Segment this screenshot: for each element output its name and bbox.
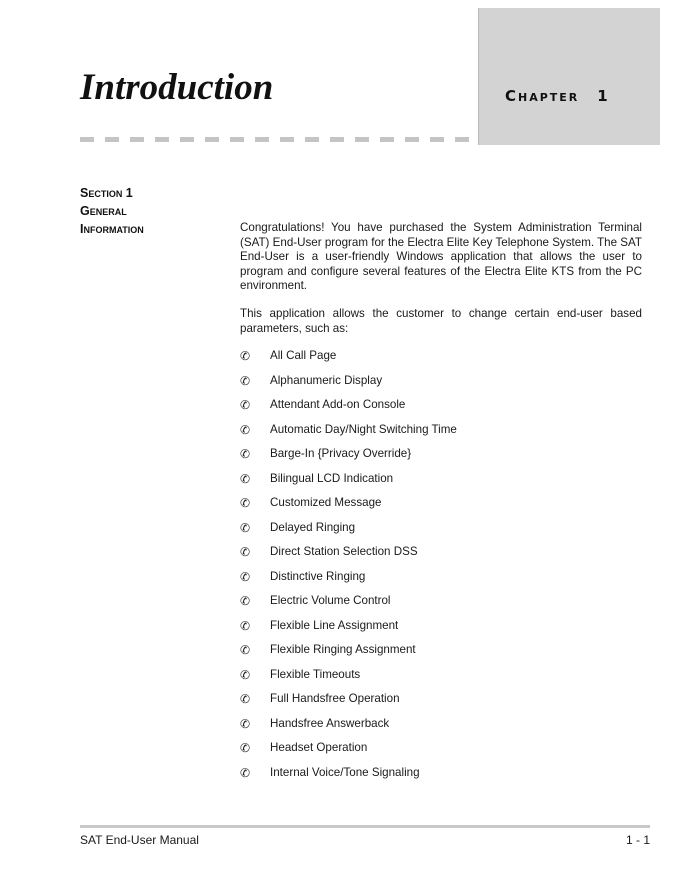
feature-label: Bilingual LCD Indication <box>270 471 394 485</box>
feature-list-item <box>240 423 642 448</box>
chapter-label <box>505 87 608 105</box>
feature-list-item <box>240 570 642 595</box>
footer-page-number: 1 - 1 <box>625 833 650 847</box>
main-content <box>240 221 642 790</box>
feature-list-item <box>240 398 642 423</box>
footer-divider <box>80 825 650 828</box>
telephone-bullet-icon: ✆ <box>240 373 251 388</box>
parameters-paragraph: This application allows the customer to change certain end-user based parameters, such as: <box>240 306 642 335</box>
feature-list-item <box>240 766 642 791</box>
telephone-bullet-icon: ✆ <box>240 765 251 780</box>
section-heading-line-1: Section 1 <box>80 186 133 200</box>
feature-list-item <box>240 643 642 668</box>
footer-manual-name: SAT End-User Manual <box>80 833 199 847</box>
feature-list-item <box>240 374 642 399</box>
telephone-bullet-icon: ✆ <box>240 741 251 756</box>
feature-label: Customized Message <box>270 496 382 510</box>
telephone-bullet-icon: ✆ <box>240 398 251 413</box>
feature-list-item <box>240 447 642 472</box>
telephone-bullet-icon: ✆ <box>240 692 251 707</box>
telephone-bullet-icon: ✆ <box>240 471 251 486</box>
section-heading-line-3: Information <box>80 222 144 236</box>
telephone-bullet-icon: ✆ <box>240 496 251 511</box>
feature-label: Barge-In {Privacy Override} <box>270 447 412 461</box>
feature-label: Handsfree Answerback <box>270 716 390 730</box>
dashed-divider <box>80 137 478 142</box>
page-title: Introduction <box>80 67 274 108</box>
telephone-bullet-icon: ✆ <box>240 594 251 609</box>
feature-list-item <box>240 545 642 570</box>
telephone-bullet-icon: ✆ <box>240 520 251 535</box>
feature-label: Headset Operation <box>270 741 368 755</box>
feature-label: Attendant Add-on Console <box>270 398 406 412</box>
feature-label: Automatic Day/Night Switching Time <box>270 422 457 436</box>
feature-list-item <box>240 619 642 644</box>
feature-label: All Call Page <box>270 349 337 363</box>
feature-list <box>240 349 642 790</box>
telephone-bullet-icon: ✆ <box>240 545 251 560</box>
feature-list-item <box>240 668 642 693</box>
feature-label: Electric Volume Control <box>270 594 391 608</box>
section-heading-line-2: General <box>80 204 127 218</box>
telephone-bullet-icon: ✆ <box>240 349 251 364</box>
feature-label: Delayed Ringing <box>270 520 356 534</box>
feature-label: Full Handsfree Operation <box>270 692 400 706</box>
feature-list-item <box>240 472 642 497</box>
telephone-bullet-icon: ✆ <box>240 618 251 633</box>
feature-label: Flexible Timeouts <box>270 667 361 681</box>
chapter-word: Chapter <box>505 87 580 105</box>
feature-list-item <box>240 496 642 521</box>
feature-list-item <box>240 717 642 742</box>
feature-label: Distinctive Ringing <box>270 569 366 583</box>
telephone-bullet-icon: ✆ <box>240 447 251 462</box>
feature-label: Alphanumeric Display <box>270 373 383 387</box>
section-heading <box>80 184 144 238</box>
telephone-bullet-icon: ✆ <box>240 422 251 437</box>
feature-label: Flexible Line Assignment <box>270 618 399 632</box>
intro-paragraph: Congratulations! You have purchased the System Administration Terminal (SAT) End-User program for the Electra Elite Key Telephone System. The SAT End-User is a user-friendly Windows application that allows the user to program and configure several features of the Electra Elite KTS from the PC environment. <box>240 221 642 293</box>
feature-list-item <box>240 521 642 546</box>
telephone-bullet-icon: ✆ <box>240 716 251 731</box>
telephone-bullet-icon: ✆ <box>240 643 251 658</box>
feature-label: Internal Voice/Tone Signaling <box>270 765 420 779</box>
feature-label: Flexible Ringing Assignment <box>270 643 416 657</box>
feature-list-item <box>240 692 642 717</box>
telephone-bullet-icon: ✆ <box>240 569 251 584</box>
chapter-tab-box <box>478 8 660 145</box>
feature-list-item <box>240 594 642 619</box>
feature-label: Direct Station Selection DSS <box>270 545 418 559</box>
chapter-number: 1 <box>597 87 608 105</box>
feature-list-item <box>240 741 642 766</box>
telephone-bullet-icon: ✆ <box>240 667 251 682</box>
feature-list-item <box>240 349 642 374</box>
